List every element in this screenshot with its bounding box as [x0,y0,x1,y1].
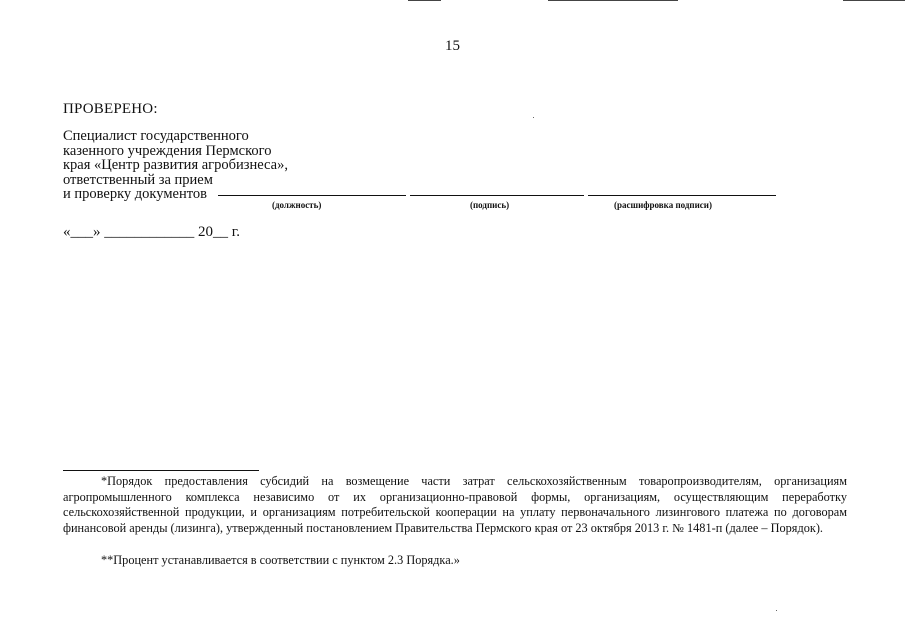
checked-heading: ПРОВЕРЕНО: [63,101,158,117]
scan-mark-top-2 [548,0,678,2]
decoding-underline [588,195,776,196]
scan-mark-top-3 [843,0,905,2]
scan-mark-top-1 [408,0,441,2]
position-caption: (должность) [272,200,322,210]
footnote-2: **Процент устанавливается в соответствии с пунктом 2.3 Порядка.» [101,553,460,567]
signer-line: ответственный за прием [63,171,213,188]
page-number: 15 [445,38,460,54]
signer-line: Специалист государственного [63,128,249,144]
scan-speck [533,117,534,118]
signer-line: и проверку документов [63,186,207,202]
signature-caption: (подпись) [470,200,510,210]
signer-description [63,129,363,202]
footnote-1: *Порядок предоставления субсидий на возмещение части затрат сельскохозяйственным товаропроизводителям, организациям агропромышленного комплекса независимо от их организационно-правовой формы, организациям, осуществляющим переработку сельскохозяйственной продукции, и организациям потребительской кооперации на уплату первоначального лизингового платежа по договорам финансовой аренды (лизинга), утвержденный постановлением Правительства Пермского края от 23 октября 2013 г. № 1481-п (далее – Порядок). [63,474,847,535]
scan-speck [776,610,777,611]
signer-line: края «Центр развития агробизнеса», [63,157,288,173]
footnote-separator [63,470,259,471]
signature-underline [410,195,584,196]
signer-line: казенного учреждения Пермского [63,142,272,159]
position-underline [218,195,406,196]
decoding-caption: (расшифровка подписи) [614,200,712,210]
date-line: «___» ____________ 20__ г. [63,224,240,240]
